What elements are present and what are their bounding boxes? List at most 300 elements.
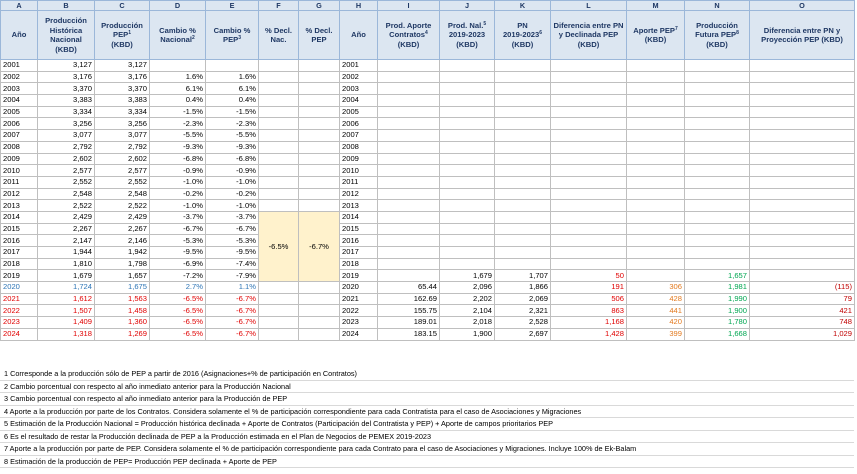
table-cell[interactable]: 189.01 [378, 317, 440, 329]
decl-pep-value[interactable]: -6.7% [299, 211, 340, 281]
table-cell[interactable] [378, 200, 440, 212]
table-cell[interactable] [551, 211, 627, 223]
table-cell[interactable]: 2,321 [495, 305, 551, 317]
table-cell[interactable] [627, 247, 685, 259]
table-cell[interactable]: 2018 [340, 258, 378, 270]
table-cell[interactable] [440, 60, 495, 72]
table-cell[interactable]: -3.7% [150, 211, 206, 223]
table-cell[interactable] [378, 258, 440, 270]
table-cell[interactable]: 1,679 [440, 270, 495, 282]
table-cell[interactable] [627, 235, 685, 247]
table-cell[interactable] [299, 282, 340, 294]
table-cell[interactable]: 2,146 [95, 235, 150, 247]
table-cell[interactable] [378, 247, 440, 259]
table-cell[interactable]: 441 [627, 305, 685, 317]
table-cell[interactable]: 6.1% [150, 83, 206, 95]
table-cell[interactable] [440, 188, 495, 200]
table-cell[interactable]: 1,707 [495, 270, 551, 282]
table-cell[interactable] [378, 176, 440, 188]
table-cell[interactable] [495, 223, 551, 235]
table-cell[interactable] [685, 165, 750, 177]
table-cell[interactable]: -2.3% [150, 118, 206, 130]
table-cell[interactable]: 2010 [340, 165, 378, 177]
table-cell[interactable] [378, 211, 440, 223]
table-cell[interactable]: 2015 [340, 223, 378, 235]
table-cell[interactable]: 2,522 [38, 200, 95, 212]
table-cell[interactable] [299, 328, 340, 340]
table-cell[interactable]: 2014 [1, 211, 38, 223]
table-cell[interactable]: 1,458 [95, 305, 150, 317]
table-cell[interactable] [750, 141, 855, 153]
table-cell[interactable] [440, 211, 495, 223]
table-cell[interactable]: 79 [750, 293, 855, 305]
table-cell[interactable]: -9.3% [206, 141, 259, 153]
table-cell[interactable]: 2013 [1, 200, 38, 212]
header-pn[interactable]: PN 2019-2023$^6$ (KBD) [495, 11, 551, 60]
table-cell[interactable] [378, 270, 440, 282]
table-cell[interactable] [495, 153, 551, 165]
table-cell[interactable] [551, 247, 627, 259]
table-cell[interactable]: 3,176 [95, 71, 150, 83]
table-cell[interactable]: 2011 [340, 176, 378, 188]
table-cell[interactable]: 3,256 [95, 118, 150, 130]
table-cell[interactable] [378, 118, 440, 130]
table-cell[interactable] [627, 223, 685, 235]
header-year-2[interactable]: Año [340, 11, 378, 60]
table-cell[interactable] [627, 153, 685, 165]
table-cell[interactable]: 0.4% [206, 95, 259, 107]
table-cell[interactable]: 2003 [1, 83, 38, 95]
table-cell[interactable]: 6.1% [206, 83, 259, 95]
table-cell[interactable]: 1,612 [38, 293, 95, 305]
table-cell[interactable] [627, 118, 685, 130]
table-cell[interactable] [685, 141, 750, 153]
table-cell[interactable] [440, 176, 495, 188]
table-cell[interactable]: 1,942 [95, 247, 150, 259]
table-cell[interactable] [440, 71, 495, 83]
table-cell[interactable] [685, 71, 750, 83]
table-cell[interactable] [440, 95, 495, 107]
table-cell[interactable]: 2,577 [95, 165, 150, 177]
table-cell[interactable] [750, 247, 855, 259]
table-cell[interactable] [627, 188, 685, 200]
table-cell[interactable] [627, 95, 685, 107]
table-cell[interactable] [378, 71, 440, 83]
table-cell[interactable] [495, 60, 551, 72]
table-cell[interactable]: 3,383 [38, 95, 95, 107]
table-cell[interactable]: 1.6% [206, 71, 259, 83]
table-cell[interactable]: 3,127 [38, 60, 95, 72]
table-cell[interactable]: 748 [750, 317, 855, 329]
table-cell[interactable]: 3,127 [95, 60, 150, 72]
table-cell[interactable] [750, 153, 855, 165]
table-cell[interactable] [299, 305, 340, 317]
table-cell[interactable] [685, 153, 750, 165]
table-cell[interactable] [551, 60, 627, 72]
table-cell[interactable] [685, 95, 750, 107]
table-cell[interactable]: 1,679 [38, 270, 95, 282]
table-cell[interactable] [378, 223, 440, 235]
column-letter-i[interactable]: I [378, 1, 440, 11]
table-cell[interactable]: 3,176 [38, 71, 95, 83]
table-cell[interactable] [495, 95, 551, 107]
table-cell[interactable] [495, 200, 551, 212]
table-cell[interactable] [299, 95, 340, 107]
table-cell[interactable]: 1,780 [685, 317, 750, 329]
table-cell[interactable]: 2001 [340, 60, 378, 72]
table-cell[interactable] [495, 165, 551, 177]
table-cell[interactable] [750, 200, 855, 212]
table-cell[interactable] [495, 130, 551, 142]
table-cell[interactable]: -5.5% [206, 130, 259, 142]
table-cell[interactable]: 155.75 [378, 305, 440, 317]
table-cell[interactable] [259, 317, 299, 329]
table-cell[interactable] [551, 258, 627, 270]
table-cell[interactable]: 2,792 [38, 141, 95, 153]
table-cell[interactable]: -9.5% [206, 247, 259, 259]
table-cell[interactable] [495, 83, 551, 95]
table-cell[interactable] [750, 211, 855, 223]
table-cell[interactable]: 428 [627, 293, 685, 305]
table-cell[interactable] [259, 328, 299, 340]
table-cell[interactable] [299, 293, 340, 305]
table-cell[interactable]: 2,147 [38, 235, 95, 247]
table-cell[interactable]: 2021 [340, 293, 378, 305]
table-cell[interactable] [627, 270, 685, 282]
table-cell[interactable] [495, 71, 551, 83]
table-cell[interactable] [495, 258, 551, 270]
table-cell[interactable]: -1.5% [206, 106, 259, 118]
table-cell[interactable] [551, 235, 627, 247]
table-cell[interactable] [259, 60, 299, 72]
table-cell[interactable]: 2008 [1, 141, 38, 153]
table-cell[interactable] [551, 83, 627, 95]
table-cell[interactable] [551, 153, 627, 165]
table-cell[interactable] [259, 293, 299, 305]
table-cell[interactable]: 2009 [1, 153, 38, 165]
table-cell[interactable]: 2007 [1, 130, 38, 142]
table-cell[interactable]: 3,370 [38, 83, 95, 95]
table-cell[interactable]: 2019 [340, 270, 378, 282]
table-cell[interactable] [495, 211, 551, 223]
table-cell[interactable]: 2023 [340, 317, 378, 329]
table-cell[interactable]: 2007 [340, 130, 378, 142]
table-cell[interactable] [685, 176, 750, 188]
column-letter-g[interactable]: G [299, 1, 340, 11]
table-cell[interactable] [495, 118, 551, 130]
table-cell[interactable]: -6.7% [206, 305, 259, 317]
table-cell[interactable] [378, 130, 440, 142]
column-letter-o[interactable]: O [750, 1, 855, 11]
table-cell[interactable] [551, 118, 627, 130]
table-cell[interactable]: -0.9% [150, 165, 206, 177]
table-cell[interactable]: 306 [627, 282, 685, 294]
table-cell[interactable]: 2004 [1, 95, 38, 107]
table-cell[interactable] [378, 141, 440, 153]
table-cell[interactable]: 2006 [340, 118, 378, 130]
table-cell[interactable] [378, 95, 440, 107]
table-cell[interactable]: 0.4% [150, 95, 206, 107]
table-cell[interactable]: 506 [551, 293, 627, 305]
table-cell[interactable]: 1.1% [206, 282, 259, 294]
table-cell[interactable]: 2015 [1, 223, 38, 235]
table-cell[interactable] [750, 83, 855, 95]
table-cell[interactable] [495, 176, 551, 188]
table-cell[interactable]: 2,267 [95, 223, 150, 235]
table-cell[interactable]: 2009 [340, 153, 378, 165]
table-cell[interactable] [551, 188, 627, 200]
table-cell[interactable]: 2020 [340, 282, 378, 294]
table-cell[interactable] [259, 165, 299, 177]
table-cell[interactable] [259, 282, 299, 294]
table-cell[interactable] [627, 211, 685, 223]
table-cell[interactable]: 2002 [1, 71, 38, 83]
table-cell[interactable]: 2012 [1, 188, 38, 200]
table-cell[interactable] [685, 106, 750, 118]
table-cell[interactable]: 2003 [340, 83, 378, 95]
table-cell[interactable]: -5.5% [150, 130, 206, 142]
table-cell[interactable] [299, 118, 340, 130]
table-cell[interactable]: 399 [627, 328, 685, 340]
table-cell[interactable]: 2,429 [38, 211, 95, 223]
table-cell[interactable] [750, 130, 855, 142]
table-cell[interactable]: 1,409 [38, 317, 95, 329]
table-cell[interactable]: 2,602 [95, 153, 150, 165]
table-cell[interactable] [299, 106, 340, 118]
table-cell[interactable]: -5.3% [150, 235, 206, 247]
table-cell[interactable] [440, 258, 495, 270]
table-cell[interactable] [551, 165, 627, 177]
table-cell[interactable]: -7.2% [150, 270, 206, 282]
header-change-national[interactable]: Cambio % Nacional$^2$ [150, 11, 206, 60]
table-cell[interactable]: -6.8% [150, 153, 206, 165]
table-cell[interactable]: -6.5% [150, 317, 206, 329]
table-cell[interactable] [440, 235, 495, 247]
table-cell[interactable]: 2,602 [38, 153, 95, 165]
table-cell[interactable] [440, 83, 495, 95]
table-cell[interactable]: 1,563 [95, 293, 150, 305]
table-cell[interactable]: -7.4% [206, 258, 259, 270]
table-cell[interactable]: -1.0% [150, 176, 206, 188]
table-cell[interactable] [627, 176, 685, 188]
table-cell[interactable]: 2005 [340, 106, 378, 118]
table-cell[interactable] [551, 106, 627, 118]
table-cell[interactable] [440, 106, 495, 118]
table-cell[interactable]: 191 [551, 282, 627, 294]
table-cell[interactable]: -6.7% [206, 328, 259, 340]
table-cell[interactable]: 65.44 [378, 282, 440, 294]
table-cell[interactable]: 50 [551, 270, 627, 282]
table-cell[interactable] [685, 60, 750, 72]
table-cell[interactable] [627, 165, 685, 177]
table-cell[interactable]: 3,383 [95, 95, 150, 107]
table-cell[interactable]: -7.9% [206, 270, 259, 282]
table-cell[interactable] [551, 223, 627, 235]
table-cell[interactable] [259, 176, 299, 188]
table-cell[interactable] [750, 118, 855, 130]
table-cell[interactable]: 3,077 [38, 130, 95, 142]
table-cell[interactable]: 1,990 [685, 293, 750, 305]
table-cell[interactable] [378, 60, 440, 72]
column-letter-a[interactable]: A [1, 1, 38, 11]
table-cell[interactable] [627, 141, 685, 153]
column-letter-h[interactable]: H [340, 1, 378, 11]
table-cell[interactable]: 1,029 [750, 328, 855, 340]
table-cell[interactable]: -3.7% [206, 211, 259, 223]
table-cell[interactable]: -9.3% [150, 141, 206, 153]
table-cell[interactable]: 863 [551, 305, 627, 317]
table-cell[interactable]: 2021 [1, 293, 38, 305]
table-cell[interactable]: 2024 [1, 328, 38, 340]
table-cell[interactable] [551, 95, 627, 107]
table-cell[interactable] [259, 141, 299, 153]
table-cell[interactable] [378, 165, 440, 177]
header-prod-nal[interactable]: Prod. Nal.$^5$ 2019-2023 (KBD) [440, 11, 495, 60]
table-cell[interactable]: -1.5% [150, 106, 206, 118]
table-cell[interactable] [685, 247, 750, 259]
table-cell[interactable]: 1,810 [38, 258, 95, 270]
table-cell[interactable]: 3,370 [95, 83, 150, 95]
table-cell[interactable] [299, 188, 340, 200]
column-letter-j[interactable]: J [440, 1, 495, 11]
table-cell[interactable] [378, 106, 440, 118]
table-cell[interactable] [685, 258, 750, 270]
table-cell[interactable]: 2022 [340, 305, 378, 317]
table-cell[interactable] [750, 188, 855, 200]
table-cell[interactable] [551, 130, 627, 142]
table-cell[interactable]: 2,577 [38, 165, 95, 177]
table-cell[interactable]: -6.9% [150, 258, 206, 270]
header-change-pep[interactable]: Cambio % PEP$^3$ [206, 11, 259, 60]
table-cell[interactable]: 2005 [1, 106, 38, 118]
table-cell[interactable]: 1,168 [551, 317, 627, 329]
column-letter-k[interactable]: K [495, 1, 551, 11]
table-cell[interactable]: 2,018 [440, 317, 495, 329]
table-cell[interactable]: 3,077 [95, 130, 150, 142]
table-cell[interactable]: 1,675 [95, 282, 150, 294]
table-cell[interactable]: 2023 [1, 317, 38, 329]
table-cell[interactable] [440, 153, 495, 165]
table-cell[interactable]: 3,334 [38, 106, 95, 118]
table-cell[interactable]: 2016 [340, 235, 378, 247]
column-letter-d[interactable]: D [150, 1, 206, 11]
table-cell[interactable]: 1,428 [551, 328, 627, 340]
column-letter-l[interactable]: L [551, 1, 627, 11]
table-cell[interactable]: 1,944 [38, 247, 95, 259]
table-cell[interactable]: 3,334 [95, 106, 150, 118]
column-letter-m[interactable]: M [627, 1, 685, 11]
table-cell[interactable]: 1,866 [495, 282, 551, 294]
table-cell[interactable] [685, 211, 750, 223]
table-cell[interactable] [299, 130, 340, 142]
table-cell[interactable] [440, 118, 495, 130]
table-cell[interactable] [685, 83, 750, 95]
table-cell[interactable]: -6.5% [150, 328, 206, 340]
table-cell[interactable] [150, 60, 206, 72]
table-cell[interactable] [299, 71, 340, 83]
table-cell[interactable]: -6.7% [206, 317, 259, 329]
table-cell[interactable]: 1,657 [685, 270, 750, 282]
table-cell[interactable] [378, 83, 440, 95]
table-cell[interactable]: 1,798 [95, 258, 150, 270]
table-cell[interactable] [627, 200, 685, 212]
table-cell[interactable] [299, 141, 340, 153]
table-cell[interactable] [440, 141, 495, 153]
table-cell[interactable] [750, 258, 855, 270]
table-cell[interactable]: 1,507 [38, 305, 95, 317]
table-cell[interactable]: 2010 [1, 165, 38, 177]
table-cell[interactable] [551, 141, 627, 153]
table-cell[interactable]: -2.3% [206, 118, 259, 130]
table-cell[interactable] [627, 258, 685, 270]
table-cell[interactable] [440, 130, 495, 142]
table-cell[interactable]: -6.7% [150, 223, 206, 235]
table-cell[interactable] [495, 106, 551, 118]
table-cell[interactable]: 2,429 [95, 211, 150, 223]
column-letter-c[interactable]: C [95, 1, 150, 11]
table-cell[interactable] [259, 83, 299, 95]
table-cell[interactable]: 420 [627, 317, 685, 329]
table-cell[interactable]: 2011 [1, 176, 38, 188]
column-letter-b[interactable]: B [38, 1, 95, 11]
table-cell[interactable] [551, 71, 627, 83]
table-cell[interactable] [259, 130, 299, 142]
table-cell[interactable]: 1,900 [440, 328, 495, 340]
table-cell[interactable] [259, 71, 299, 83]
table-cell[interactable] [495, 247, 551, 259]
table-cell[interactable]: 2,552 [95, 176, 150, 188]
table-cell[interactable]: 2016 [1, 235, 38, 247]
table-cell[interactable]: 1,981 [685, 282, 750, 294]
table-cell[interactable] [750, 60, 855, 72]
table-cell[interactable]: 2006 [1, 118, 38, 130]
table-cell[interactable]: 2,528 [495, 317, 551, 329]
table-cell[interactable]: -0.9% [206, 165, 259, 177]
table-cell[interactable] [259, 118, 299, 130]
table-cell[interactable]: 2018 [1, 258, 38, 270]
table-cell[interactable]: 2024 [340, 328, 378, 340]
table-cell[interactable] [495, 141, 551, 153]
table-cell[interactable]: 1,318 [38, 328, 95, 340]
table-cell[interactable]: 1,360 [95, 317, 150, 329]
table-cell[interactable] [299, 153, 340, 165]
table-cell[interactable]: 2001 [1, 60, 38, 72]
table-cell[interactable]: 2.7% [150, 282, 206, 294]
table-cell[interactable] [259, 200, 299, 212]
table-cell[interactable] [495, 188, 551, 200]
table-cell[interactable] [259, 153, 299, 165]
table-cell[interactable]: 1.6% [150, 71, 206, 83]
column-letter-f[interactable]: F [259, 1, 299, 11]
header-historic-national[interactable]: Producción Histórica Nacional (KBD) [38, 11, 95, 60]
table-cell[interactable]: 421 [750, 305, 855, 317]
table-cell[interactable]: 2012 [340, 188, 378, 200]
table-cell[interactable] [299, 60, 340, 72]
table-cell[interactable]: 2,552 [38, 176, 95, 188]
table-cell[interactable]: 2,104 [440, 305, 495, 317]
table-cell[interactable] [378, 235, 440, 247]
table-cell[interactable]: 3,256 [38, 118, 95, 130]
table-cell[interactable]: 2,548 [38, 188, 95, 200]
header-decl-pep[interactable]: % Decl. PEP [299, 11, 340, 60]
header-decl-nac[interactable]: % Decl. Nac. [259, 11, 299, 60]
header-diff-pn-declinada[interactable]: Diferencia entre PN y Declinada PEP (KBD) [551, 11, 627, 60]
table-cell[interactable] [750, 106, 855, 118]
table-cell[interactable]: 2004 [340, 95, 378, 107]
table-cell[interactable] [685, 223, 750, 235]
table-cell[interactable]: 2,069 [495, 293, 551, 305]
table-cell[interactable] [750, 223, 855, 235]
